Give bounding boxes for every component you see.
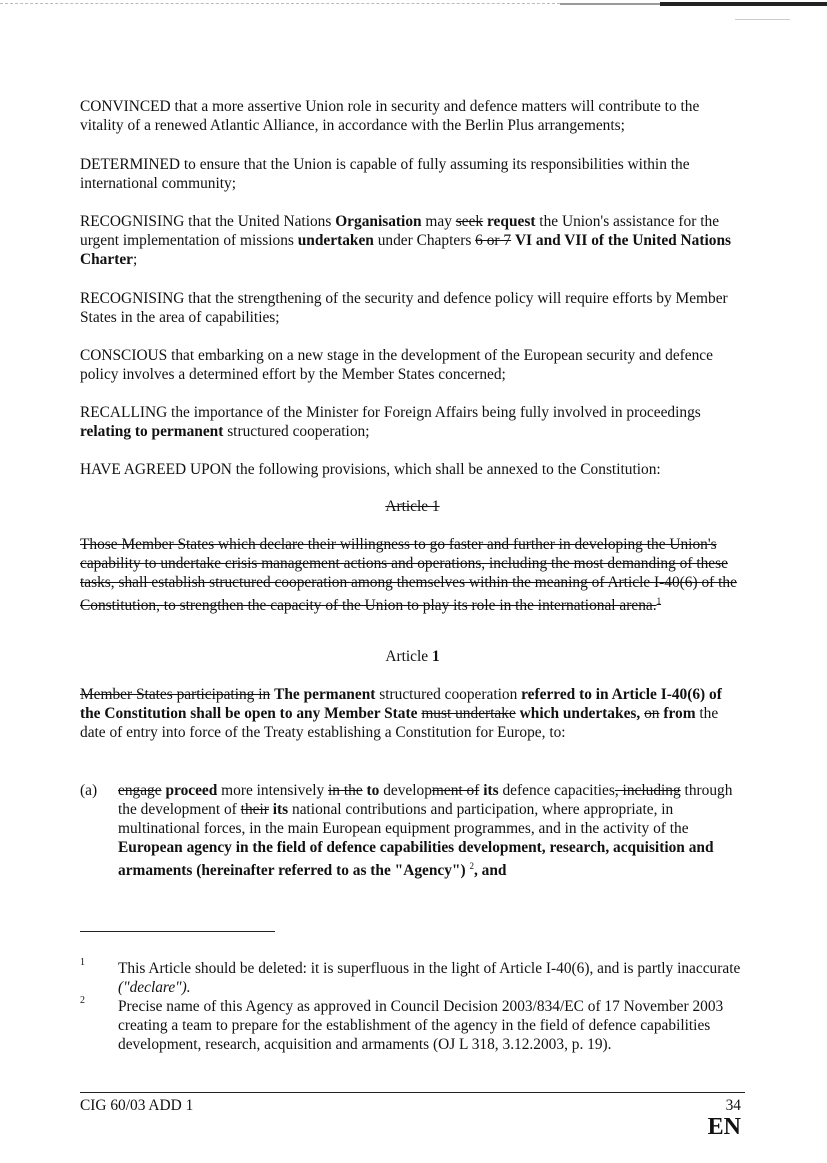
deleted-text: seek (455, 213, 484, 230)
article-number: 1 (431, 648, 440, 665)
inserted-text: its (272, 801, 289, 818)
text: national contributions and participation, where appropriate, in multinational forces, in the main European equipment programmes, and in the activity of the (118, 801, 689, 837)
inserted-text: request (487, 213, 536, 230)
agreement-clause: HAVE AGREED UPON the following provisions, which shall be annexed to the Constitution: (80, 461, 661, 478)
footnote-ref[interactable]: 1 (656, 596, 662, 606)
recital-determined: DETERMINED to ensure that the Union is capable of fully assuming its responsibilities within the international community; (80, 156, 690, 192)
article-1-text (80, 685, 745, 742)
text: RECALLING the importance of the Minister for Foreign Affairs being fully involved in proceedings (80, 404, 701, 421)
inserted-text: relating to permanent (80, 423, 224, 440)
deleted-text: Member States participating in (80, 686, 271, 703)
deleted-text: ment of (431, 782, 480, 799)
deleted-text: on (644, 705, 660, 722)
footnote-number: 1 (80, 957, 85, 968)
deleted-article-heading: Article 1 (385, 498, 440, 515)
text: the Union's assistance for the urgent implementation of missions (80, 213, 720, 249)
item-label: (a) (80, 782, 98, 799)
text: RECOGNISING that the United Nations (80, 213, 336, 230)
inserted-text: which undertakes, (519, 705, 641, 722)
inserted-text: The permanent (274, 686, 376, 703)
italic-text: ("declare"). (118, 979, 191, 996)
footnote-number: 2 (80, 995, 85, 1006)
text: ; (133, 251, 138, 268)
footnote-2: Precise name of this Agency as approved in Council Decision 2003/834/EC of 17 November 2003 creating a team to prepare for the establishment of the agency in the field of defence capabilities development, research, acquisition and armaments (OJ L 318, 3.12.2003, p. 19). (118, 998, 724, 1053)
text: This Article should be deleted: it is superfluous in the light of Article I-40(6), and is partly inaccurate (118, 960, 741, 977)
inserted-text: to (366, 782, 380, 799)
text: may (421, 213, 456, 230)
text: under Chapters (373, 232, 476, 249)
recital-recalling (80, 403, 745, 441)
deleted-text: must undertake (421, 705, 516, 722)
text: through the development of (118, 782, 733, 818)
scan-dashed-line (0, 3, 560, 4)
footnote-separator (80, 931, 275, 932)
recital-conscious: CONSCIOUS that embarking on a new stage in the development of the European security and defence policy involves a determined effort by the Member States concerned; (80, 347, 713, 383)
text: develop (379, 782, 432, 799)
deleted-article-text (80, 535, 745, 615)
inserted-text: European agency in the field of defence capabilities development, research, acquisition and armaments (hereinafter referred to as the "Agency") (118, 839, 714, 880)
text: Those Member States which declare their willingness to go faster and further in developing the Union's capability to undertake crisis management actions and operations, including the most demanding of these tasks, shall establish structured cooperation among themselves within the meaning of Article I-40(6) of the Constitution, to strengthen the capacity of the Union to play its role in the international arena. (80, 536, 737, 615)
scan-mark (735, 19, 790, 20)
recital-convinced: CONVINCED that a more assertive Union role in security and defence matters will contribute to the vitality of a renewed Atlantic Alliance, in accordance with the Berlin Plus arrangements; (80, 98, 700, 134)
text: defence capacities (498, 782, 615, 799)
inserted-text: from (663, 705, 696, 722)
inserted-text: its (483, 782, 499, 799)
language-code: EN (707, 1114, 741, 1140)
article-heading (80, 647, 745, 666)
deleted-text: engage (118, 782, 162, 799)
text: the date of entry into force of the Treaty establishing a Constitution for Europe, to: (80, 705, 719, 741)
inserted-text: undertaken (297, 232, 374, 249)
text: Article (385, 648, 432, 665)
footnote-1 (118, 959, 745, 997)
footnote-ref[interactable]: 2 (469, 861, 474, 871)
scan-top-edge (0, 0, 827, 8)
deleted-text: , including (614, 782, 681, 799)
footer-separator (80, 1092, 745, 1093)
deleted-text: 6 or 7 (475, 232, 512, 249)
inserted-text: proceed (165, 782, 218, 799)
page-number: 34 (725, 1097, 741, 1114)
scan-faded-line (560, 3, 660, 5)
inserted-text: Organisation (335, 213, 422, 230)
inserted-text: , and (473, 862, 507, 880)
scan-thick-line (660, 2, 827, 6)
document-reference: CIG 60/03 ADD 1 (80, 1097, 194, 1114)
inserted-text: VI and VII of the United Nations Charter (80, 232, 732, 268)
text: more intensively (217, 782, 329, 799)
text: structured cooperation (375, 686, 522, 703)
deleted-text: in the (328, 782, 363, 799)
item-a-text (118, 781, 745, 880)
recital-recognising-capabilities: RECOGNISING that the strengthening of the security and defence policy will require efforts by Member States in the area of capabilities; (80, 290, 728, 326)
text: structured cooperation; (223, 423, 370, 440)
deleted-text: their (240, 801, 269, 818)
inserted-text: referred to in Article I-40(6) of the Constitution shall be open to any Member State (80, 686, 722, 722)
recital-recognising-un (80, 212, 745, 269)
